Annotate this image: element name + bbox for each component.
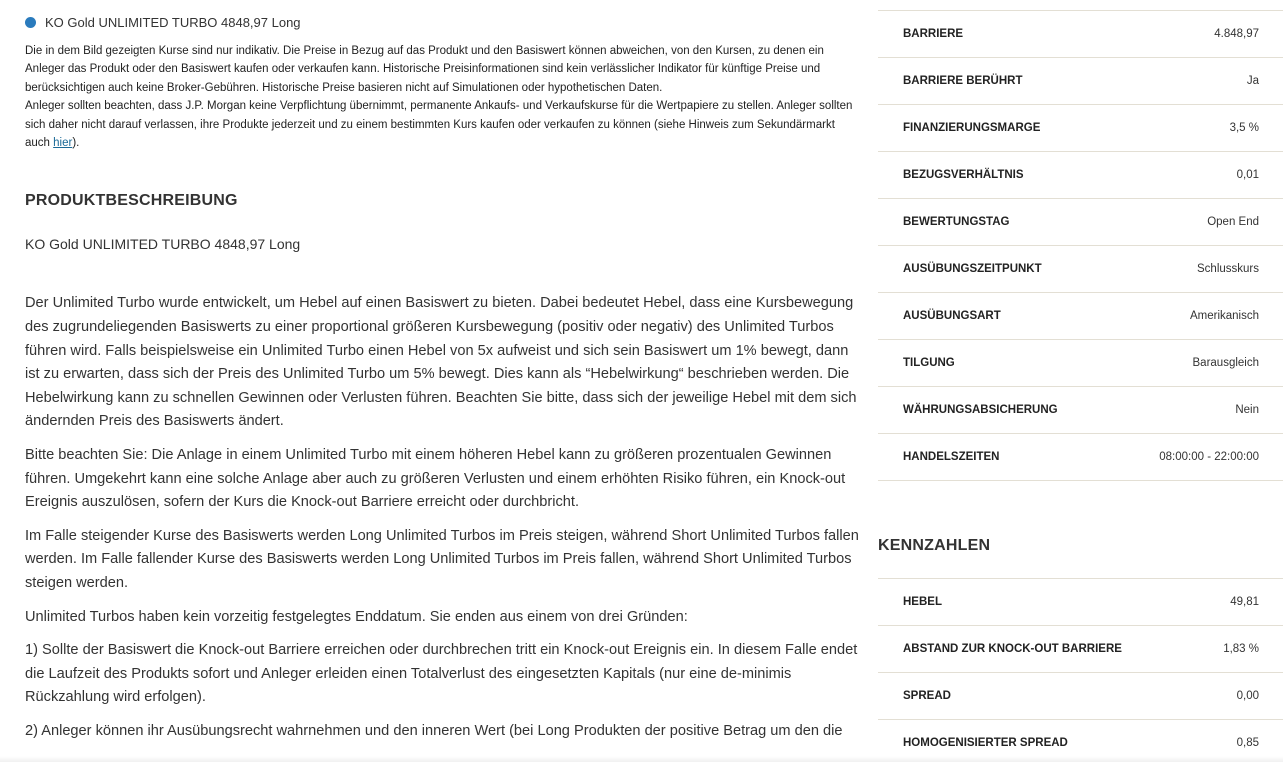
detail-label: BARRIERE BERÜHRT bbox=[903, 75, 1023, 87]
detail-value: Schlusskurs bbox=[1197, 263, 1259, 275]
detail-row bbox=[878, 11, 1283, 58]
description-paragraph: Im Falle steigender Kurse des Basiswerts werden Long Unlimited Turbos im Preis steigen, während Short Unlimited Turbos fallen werden. Im Falle fallender Kurse des Basiswerts werden Long Unlimited Turbos im Preis fallen, während Short Unlimited Turbos steigen werden. bbox=[25, 527, 859, 591]
detail-row bbox=[878, 152, 1283, 199]
disclaimer-text-2 bbox=[25, 97, 860, 152]
disclaimer-text-2-before: Anleger sollten beachten, dass J.P. Morgan keine Verpflichtung übernimmt, permanente Ankaufs- und Verkaufskurse für die Wertpapiere zu stellen. Anleger sollten sich daher nicht darauf verlassen, ihre Produkte jederzeit und zu einem bestimmten Kurs kaufen oder verkaufen zu können (siehe Hinweis zum Sekundärmarkt auch bbox=[25, 100, 853, 150]
detail-row bbox=[878, 340, 1283, 387]
kennzahl-value: 49,81 bbox=[1230, 596, 1259, 608]
detail-row bbox=[878, 387, 1283, 434]
kennzahl-row bbox=[878, 626, 1283, 673]
product-details-column bbox=[878, 0, 1283, 762]
detail-row bbox=[878, 434, 1283, 481]
bottom-scroll-shadow bbox=[0, 756, 1283, 762]
kennzahl-label: HEBEL bbox=[903, 596, 942, 608]
disclaimer-text-1: Die in dem Bild gezeigten Kurse sind nur indikativ. Die Preise in Bezug auf das Produkt und den Basiswert können abweichen, von den Kursen, zu denen ein Anleger das Produkt oder den Basiswert kaufen oder verkaufen kann. Historische Preisinformationen sind kein verlässlicher Indikator für künftige Preise und berücksichtigen auch keine Broker-Gebühren. Historische Preise basieren nicht auf Simulationen oder hypothetischen Daten. bbox=[25, 45, 824, 94]
detail-value: Barausgleich bbox=[1192, 357, 1259, 369]
description-paragraph: Der Unlimited Turbo wurde entwickelt, um Hebel auf einen Basiswert zu bieten. Dabei bedeutet Hebel, dass eine Kursbewegung des zugrundeliegenden Basiswerts zu einer proportional größeren Kursbewegung (positiv oder negativ) des Unlimited Turbos führen wird. Falls beispielsweise ein Unlimited Turbo einen Hebel von 5x aufweist und sich sein Basiswert um 1% bewegt, dann ist zu erwarten, dass sich der Preis des Unlimited Turbo um 5% bewegt. Dies kann als “Hebelwirkung“ beschrieben werden. Die Hebelwirkung kann zu schnellen Gewinnen oder Verlusten führen. Beachten Sie bitte, dass sich der jeweilige Hebel mit dem sich ändernden Preis des Basiswerts ändert. bbox=[25, 295, 857, 430]
kennzahlen-heading: KENNZAHLEN bbox=[878, 537, 991, 554]
legend-label: KO Gold UNLIMITED TURBO 4848,97 Long bbox=[45, 14, 301, 30]
kennzahl-value: 0,85 bbox=[1236, 737, 1259, 749]
description-paragraph: 1) Sollte der Basiswert die Knock-out Barriere erreichen oder durchbrechen tritt ein Knock-out Ereignis ein. In diesem Falle endet die Laufzeit des Produkts sofort und Anleger erleiden einen Totalverlust des eingesetzten Kapitals (nur eine de-minimis Rückzahlung wird erfolgen). bbox=[25, 642, 858, 706]
description-paragraph: 2) Anleger können ihr Ausübungsrecht wahrnehmen und den inneren Wert (bei Long Produkten der positive Betrag um den die bbox=[25, 722, 843, 739]
detail-row bbox=[878, 199, 1283, 246]
kennzahl-label: HOMOGENISIERTER SPREAD bbox=[903, 737, 1068, 749]
detail-value: 4.848,97 bbox=[1214, 28, 1259, 40]
detail-value: Amerikanisch bbox=[1189, 310, 1259, 322]
detail-label: FINANZIERUNGSMARGE bbox=[903, 122, 1041, 134]
detail-row bbox=[878, 58, 1283, 105]
detail-label: BEWERTUNGSTAG bbox=[903, 216, 1010, 228]
detail-row bbox=[878, 293, 1283, 340]
detail-value: 08:00:00 - 22:00:00 bbox=[1159, 451, 1259, 463]
detail-label: AUSÜBUNGSART bbox=[903, 310, 1001, 322]
price-disclaimer bbox=[25, 42, 860, 152]
detail-value: Ja bbox=[1246, 75, 1259, 87]
disclaimer-text-2-after: ). bbox=[72, 137, 80, 150]
kennzahl-value: 1,83 % bbox=[1223, 643, 1259, 655]
produktbeschreibung-heading: PRODUKTBESCHREIBUNG bbox=[25, 192, 238, 210]
detail-value: 0,01 bbox=[1236, 169, 1259, 181]
kennzahl-label: SPREAD bbox=[903, 690, 951, 702]
chart-legend bbox=[25, 12, 860, 32]
detail-row bbox=[878, 246, 1283, 293]
detail-label: WÄHRUNGSABSICHERUNG bbox=[903, 404, 1058, 416]
detail-label: BARRIERE bbox=[903, 28, 964, 40]
kennzahl-value: 0,00 bbox=[1236, 690, 1259, 702]
detail-label: TILGUNG bbox=[903, 357, 955, 369]
detail-row bbox=[878, 105, 1283, 152]
detail-value: Nein bbox=[1235, 404, 1259, 416]
detail-value: Open End bbox=[1207, 216, 1259, 228]
kennzahl-row bbox=[878, 579, 1283, 626]
kennzahl-row bbox=[878, 673, 1283, 720]
product-name: KO Gold UNLIMITED TURBO 4848,97 Long bbox=[25, 236, 301, 253]
secondary-market-link[interactable]: hier bbox=[53, 137, 73, 150]
detail-label: AUSÜBUNGSZEITPUNKT bbox=[903, 263, 1042, 275]
detail-label: BEZUGSVERHÄLTNIS bbox=[903, 169, 1024, 181]
detail-value: 3,5 % bbox=[1229, 122, 1259, 134]
detail-label: HANDELSZEITEN bbox=[903, 451, 1000, 463]
legend-dot-icon bbox=[25, 17, 36, 28]
description-paragraph: Unlimited Turbos haben kein vorzeitig festgelegtes Enddatum. Sie enden aus einem von drei Gründen: bbox=[25, 608, 688, 625]
product-description-column bbox=[25, 0, 860, 754]
details-top-divider bbox=[878, 0, 1283, 11]
product-description-text bbox=[25, 292, 860, 743]
kennzahl-label: ABSTAND ZUR KNOCK-OUT BARRIERE bbox=[903, 643, 1122, 655]
description-paragraph: Bitte beachten Sie: Die Anlage in einem Unlimited Turbo mit einem höheren Hebel kann zu größeren prozentualen Gewinnen führen. Umgekehrt kann eine solche Anlage aber auch zu größeren Verlusten und einem erhöhten Risiko führen, ein Knock-out Ereignis auszulösen, sofern der Kurs die Knock-out Barriere erreicht oder durchbricht. bbox=[25, 447, 846, 511]
